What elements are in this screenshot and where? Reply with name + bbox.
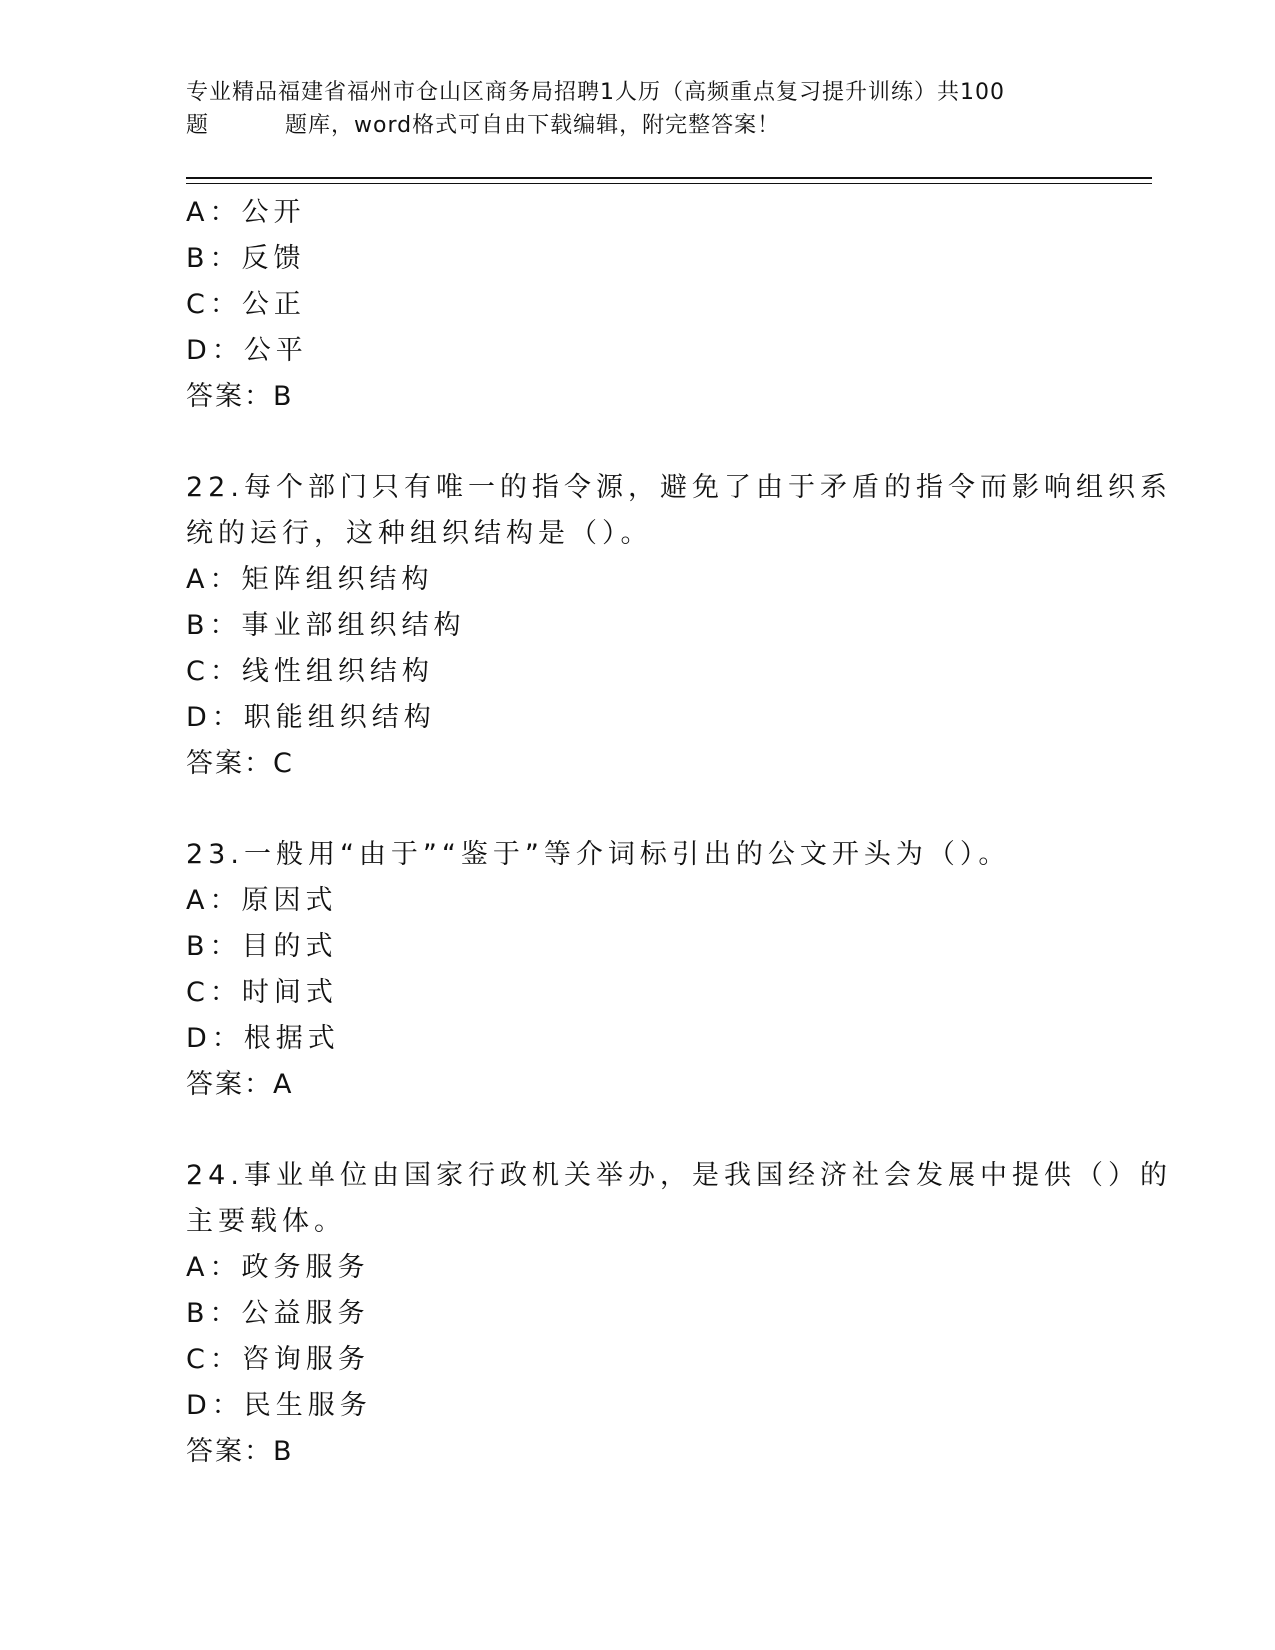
option-c: C：咨询服务 [186, 1344, 370, 1375]
answer-line: 答案：C [186, 748, 294, 779]
option-d: D：职能组织结构 [186, 702, 436, 733]
question-text-line: 统的运行，这种组织结构是（）。 [186, 518, 653, 549]
question-24 [186, 1153, 1172, 1475]
answer-line: 答案：A [186, 1069, 294, 1100]
option-d: D：公平 [186, 335, 308, 366]
option-d: D：民生服务 [186, 1390, 372, 1421]
question-text-line: 23.一般用“由于”“鉴于”等介词标引出的公文开头为（）。 [186, 839, 1011, 870]
question-text-line: 24.事业单位由国家行政机关举办，是我国经济社会发展中提供（）的 [186, 1160, 1172, 1191]
header-line-1: 专业精品福建省福州市仓山区商务局招聘1人历（高频重点复习提升训练）共100 [186, 80, 1005, 105]
header-line-2-prefix: 题 [186, 113, 210, 138]
question-list [186, 190, 1172, 1475]
option-b: B：公益服务 [186, 1298, 370, 1329]
header-divider-thick [186, 177, 1152, 179]
option-c: C：线性组织结构 [186, 656, 434, 687]
option-a: A：政务服务 [186, 1252, 370, 1283]
header-divider-thin [186, 183, 1152, 184]
question-23 [186, 832, 1086, 1108]
question-22 [186, 465, 1172, 787]
question-21 [186, 190, 1086, 420]
option-d: D：根据式 [186, 1023, 340, 1054]
answer-line: 答案：B [186, 1436, 294, 1467]
header-line-2-text: 题库，word格式可自由下载编辑，附完整答案！ [285, 113, 781, 138]
option-b: B：目的式 [186, 931, 338, 962]
option-c: C：时间式 [186, 977, 338, 1008]
question-text-line: 22.每个部门只有唯一的指令源，避免了由于矛盾的指令而影响组织系 [186, 472, 1172, 503]
option-b: B：事业部组织结构 [186, 610, 466, 641]
page-header [186, 76, 1086, 142]
option-a: A：原因式 [186, 885, 338, 916]
question-text-line: 主要载体。 [186, 1206, 346, 1237]
option-a: A：公开 [186, 197, 306, 228]
option-b: B：反馈 [186, 243, 306, 274]
answer-line: 答案：B [186, 381, 294, 412]
option-a: A：矩阵组织结构 [186, 564, 434, 595]
header-line-2 [186, 109, 1086, 142]
option-c: C：公正 [186, 289, 306, 320]
